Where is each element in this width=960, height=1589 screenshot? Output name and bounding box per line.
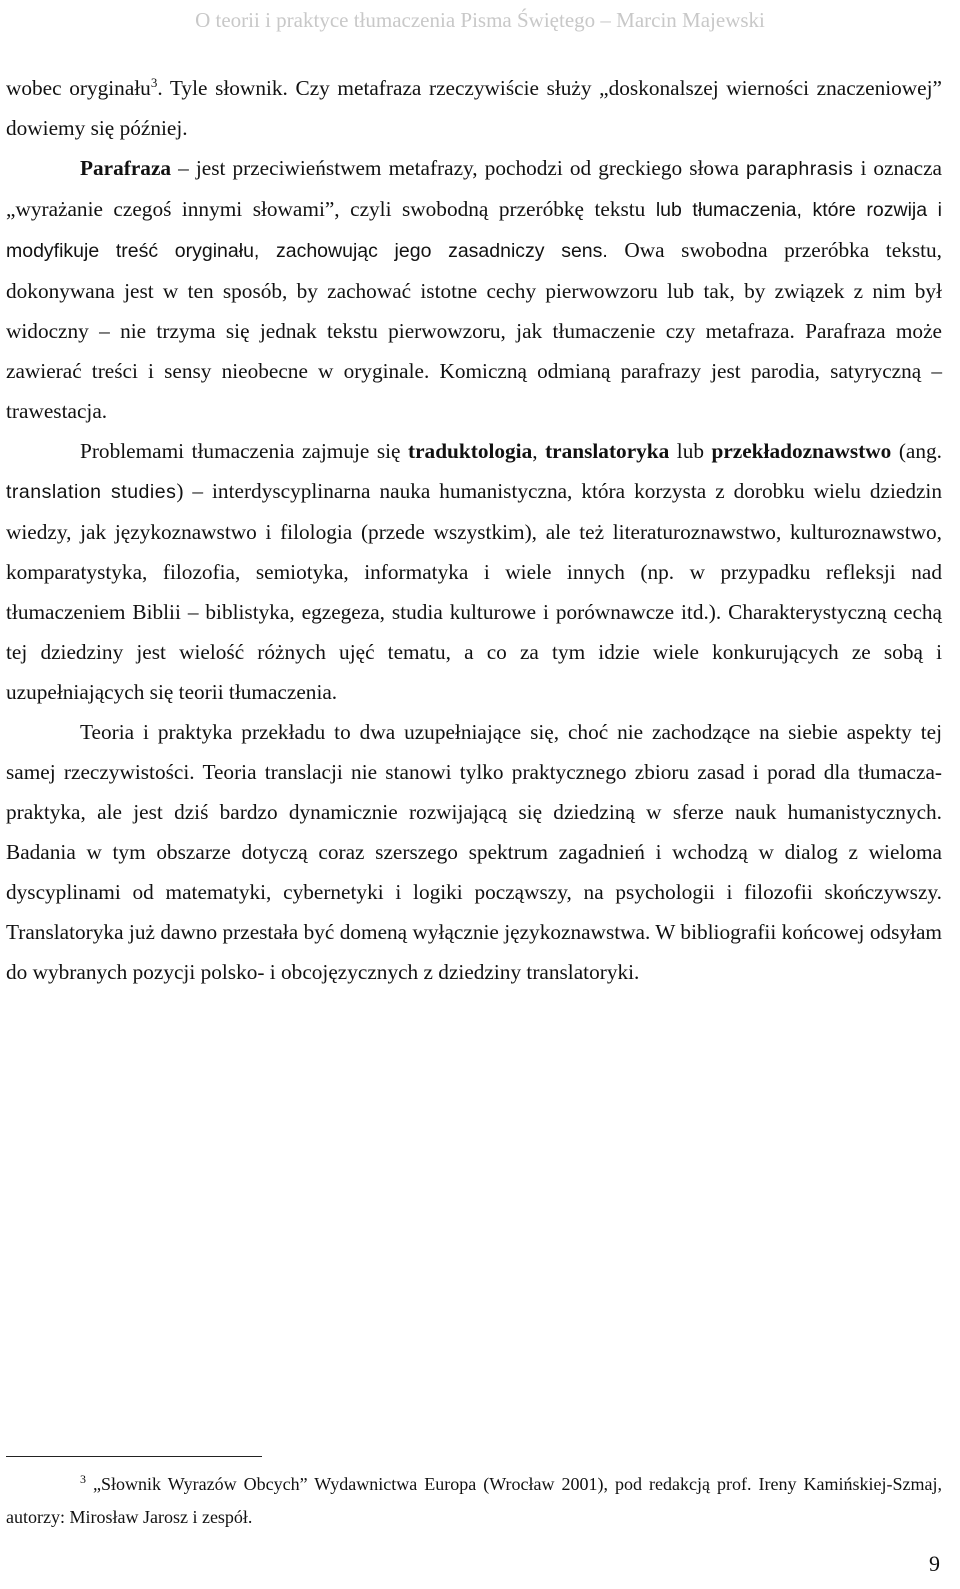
p3-text-a: Problemami tłumaczenia zajmuje się	[80, 439, 408, 463]
p3-separator: ,	[532, 439, 546, 463]
running-header: O teorii i praktyce tłumaczenia Pisma Świętego – Marcin Majewski	[195, 8, 765, 32]
paragraph-2	[6, 148, 942, 431]
term-przekladoznawstwo: przekładoznawstwo	[711, 439, 892, 463]
p2-text-b: i oznacza „wyrażanie czegoś innymi słowami”, czyli swobodną przeróbkę tekstu	[6, 156, 942, 221]
page-number: 9	[929, 1551, 940, 1576]
p3-text-c: (ang.	[891, 439, 942, 463]
paragraph-1	[6, 68, 942, 148]
term-traduktologia: traduktologia	[408, 439, 533, 463]
footnote-text: „Słownik Wyrazów Obcych” Wydawnictwa Europa (Wrocław 2001), pod redakcją prof. Ireny Kamińskiej-Szmaj, autorzy: Mirosław Jarosz i zespół.	[6, 1474, 942, 1527]
p1-text-a: wobec oryginału	[6, 76, 151, 100]
p1-text-b: . Tyle słownik. Czy metafraza rzeczywiście służy „doskonalszej wierności znaczeniowej” dowiemy się później.	[6, 76, 943, 140]
p3-text-d: ) – interdyscyplinarna nauka humanistyczna, która korzysta z dorobku wielu dziedzin wiedzy, jak językoznawstwo i filologia (przede wszystkim), ale też literaturoznawstwo, kulturoznawstwo, komparatystyka, filozofia, semiotyka, informatyka i wiele innych (np. w przypadku refleksji nad tłumaczeniem Biblii – biblistyka, egzegeza, studia kulturowe i porównawcze itd.). Charakterystyczną cechą tej dziedziny jest wielość różnych ujęć tematu, a co za tym idzie wiele konkurujących ze sobą i uzupełniających się teorii tłumaczenia.	[6, 479, 942, 704]
paragraph-3	[6, 431, 942, 712]
footnote-marker: 3	[80, 1472, 86, 1486]
greek-term: paraphrasis	[745, 158, 854, 180]
term-parafraza: Parafraza	[80, 156, 172, 180]
p3-text-b: lub	[669, 439, 712, 463]
p2-text-d: Owa swobodna przeróbka tekstu, dokonywana jest w ten sposób, by zachować istotne cechy pierwowzoru lub tak, by związek z nim był widoczny – nie trzyma się jednak tekstu pierwowzoru, jak tłumaczenie czy metafraza. Parafraza może zawierać treści i sensy nieobecne w oryginale. Komiczną odmianą parafrazy jest parodia, satyryczną – trawestacja.	[6, 238, 942, 423]
english-term: translation studies	[6, 481, 177, 503]
term-translatoryka: translatoryka	[545, 439, 670, 463]
p4-text: Teoria i praktyka przekładu to dwa uzupełniające się, choć nie zachodzące na siebie aspekty tej samej rzeczywistości. Teoria translacji nie stanowi tylko praktycznego zbioru zasad i porad dla tłumacza-praktyka, ale jest dziś bardzo dynamicznie rozwijającą się dziedziną w sferze nauk humanistycznych. Badania w tym obszarze dotyczą coraz szerszego spektrum zagadnień i wchodzą w dialog z wieloma dyscyplinami od matematyki, cybernetyki i logiki począwszy, na psychologii i filozofii skończywszy. Translatoryka już dawno przestała być domeną wyłącznie językoznawstwa. W bibliografii końcowej odsyłam do wybranych pozycji polsko- i obcojęzycznych z dziedziny translatoryki.	[6, 720, 942, 984]
paragraph-4	[6, 712, 942, 992]
p2-text-c: lub tłumaczenia, które rozwija i modyfikuje treść oryginału, zachowując jego zasadniczy sens.	[6, 199, 942, 262]
footnote-reference: 3	[150, 74, 158, 90]
footnote	[6, 1468, 942, 1534]
footnote-separator	[6, 1456, 262, 1457]
p2-text-a: – jest przeciwieństwem metafrazy, pochodzi od greckiego słowa	[171, 156, 746, 180]
body-text	[6, 68, 942, 992]
